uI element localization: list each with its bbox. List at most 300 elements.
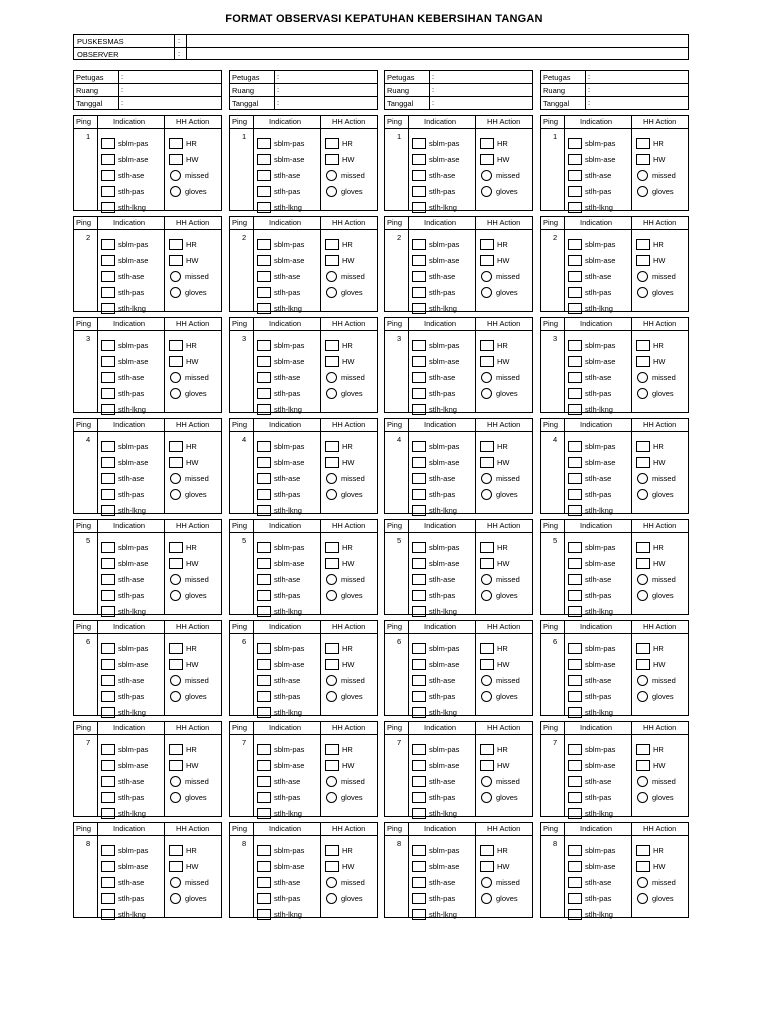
hh-action-radio[interactable] <box>326 675 337 686</box>
hh-action-label: missed <box>185 676 209 685</box>
hh-action-checkbox[interactable] <box>325 643 339 654</box>
hh-action-checkbox[interactable] <box>169 239 183 250</box>
hh-action-checkbox[interactable] <box>325 154 339 165</box>
hh-action-checkbox[interactable] <box>480 542 494 553</box>
indication-checkbox[interactable] <box>257 909 271 920</box>
indication-checkbox[interactable] <box>412 845 426 856</box>
hh-action-radio[interactable] <box>481 271 492 282</box>
hh-action-radio[interactable] <box>637 388 648 399</box>
indication-checkbox[interactable] <box>257 659 271 670</box>
indication-checkbox[interactable] <box>412 388 426 399</box>
hh-action-radio[interactable] <box>170 691 181 702</box>
hh-action-checkbox[interactable] <box>636 744 650 755</box>
indication-checkbox[interactable] <box>257 340 271 351</box>
indication-checkbox[interactable] <box>568 877 582 888</box>
hh-action-radio[interactable] <box>481 691 492 702</box>
hh-action-radio[interactable] <box>326 792 337 803</box>
indication-checkbox[interactable] <box>568 473 582 484</box>
hh-action-radio[interactable] <box>326 877 337 888</box>
indication-checkbox[interactable] <box>101 760 115 771</box>
hh-action-checkbox[interactable] <box>636 457 650 468</box>
hh-action-radio[interactable] <box>637 792 648 803</box>
indication-checkbox[interactable] <box>257 574 271 585</box>
indication-checkbox[interactable] <box>257 372 271 383</box>
indication-checkbox[interactable] <box>568 356 582 367</box>
hh-action-checkbox[interactable] <box>169 441 183 452</box>
indication-checkbox[interactable] <box>257 776 271 787</box>
indication-checkbox[interactable] <box>568 202 582 213</box>
indication-checkbox[interactable] <box>568 760 582 771</box>
hh-action-radio[interactable] <box>481 893 492 904</box>
indication-checkbox[interactable] <box>257 590 271 601</box>
indication-checkbox[interactable] <box>257 744 271 755</box>
indication-checkbox[interactable] <box>101 574 115 585</box>
indication-checkbox[interactable] <box>412 808 426 819</box>
hh-action-checkbox[interactable] <box>169 138 183 149</box>
hh-action-radio[interactable] <box>637 186 648 197</box>
indication-checkbox[interactable] <box>101 845 115 856</box>
indication-checkbox[interactable] <box>568 340 582 351</box>
indication-checkbox[interactable] <box>568 574 582 585</box>
indication-checkbox[interactable] <box>101 861 115 872</box>
indication-checkbox[interactable] <box>101 388 115 399</box>
hh-action-checkbox[interactable] <box>169 542 183 553</box>
indication-checkbox[interactable] <box>257 707 271 718</box>
indication-checkbox[interactable] <box>568 457 582 468</box>
hh-action-radio[interactable] <box>481 287 492 298</box>
hh-action-checkbox[interactable] <box>325 138 339 149</box>
hh-action-checkbox[interactable] <box>325 255 339 266</box>
indication-checkbox[interactable] <box>257 893 271 904</box>
indication-checkbox[interactable] <box>101 808 115 819</box>
hh-action-radio[interactable] <box>170 473 181 484</box>
hh-action-checkbox[interactable] <box>636 861 650 872</box>
hh-action-checkbox[interactable] <box>169 255 183 266</box>
indication-checkbox[interactable] <box>101 239 115 250</box>
hh-action-checkbox[interactable] <box>169 457 183 468</box>
indication-checkbox[interactable] <box>568 691 582 702</box>
indication-checkbox[interactable] <box>257 845 271 856</box>
indication-checkbox[interactable] <box>412 909 426 920</box>
indication-checkbox[interactable] <box>101 542 115 553</box>
hh-action-checkbox[interactable] <box>636 542 650 553</box>
indication-checkbox[interactable] <box>257 558 271 569</box>
hh-action-checkbox[interactable] <box>480 340 494 351</box>
hh-action-checkbox[interactable] <box>480 760 494 771</box>
indication-checkbox[interactable] <box>568 255 582 266</box>
indication-checkbox[interactable] <box>568 776 582 787</box>
hh-action-radio[interactable] <box>637 893 648 904</box>
indication-checkbox[interactable] <box>101 356 115 367</box>
indication-label: stlh-lkng <box>585 506 613 515</box>
indication-checkbox[interactable] <box>412 691 426 702</box>
hh-action-radio[interactable] <box>481 489 492 500</box>
indication-checkbox[interactable] <box>568 287 582 298</box>
hh-action-radio[interactable] <box>170 792 181 803</box>
indication-checkbox[interactable] <box>412 861 426 872</box>
hh-action-radio[interactable] <box>170 489 181 500</box>
hh-action-radio[interactable] <box>170 675 181 686</box>
indication-checkbox[interactable] <box>257 473 271 484</box>
hh-action-checkbox[interactable] <box>636 760 650 771</box>
indication-checkbox[interactable] <box>101 404 115 415</box>
hh-action-radio[interactable] <box>326 287 337 298</box>
indication-checkbox[interactable] <box>412 404 426 415</box>
indication-checkbox[interactable] <box>568 606 582 617</box>
indication-checkbox[interactable] <box>101 303 115 314</box>
hh-action-checkbox[interactable] <box>325 659 339 670</box>
column-field-row[interactable] <box>385 97 532 110</box>
indication-checkbox[interactable] <box>412 473 426 484</box>
indication-checkbox[interactable] <box>412 542 426 553</box>
hh-action-checkbox[interactable] <box>169 760 183 771</box>
indication-checkbox[interactable] <box>257 457 271 468</box>
hh-action-radio[interactable] <box>170 170 181 181</box>
hh-action-radio[interactable] <box>637 776 648 787</box>
indication-checkbox[interactable] <box>257 675 271 686</box>
hh-action-radio[interactable] <box>326 170 337 181</box>
indication-checkbox[interactable] <box>568 675 582 686</box>
hh-action-checkbox[interactable] <box>325 457 339 468</box>
hh-action-checkbox[interactable] <box>636 239 650 250</box>
hh-action-checkbox[interactable] <box>480 356 494 367</box>
indication-checkbox[interactable] <box>412 558 426 569</box>
hh-action-radio[interactable] <box>170 271 181 282</box>
hh-action-radio[interactable] <box>481 574 492 585</box>
hh-action-radio[interactable] <box>637 489 648 500</box>
hh-action-radio[interactable] <box>637 590 648 601</box>
hh-action-checkbox[interactable] <box>325 340 339 351</box>
hh-action-checkbox[interactable] <box>480 457 494 468</box>
hh-action-radio[interactable] <box>481 776 492 787</box>
indication-checkbox[interactable] <box>568 861 582 872</box>
indication-checkbox[interactable] <box>412 356 426 367</box>
indication-checkbox[interactable] <box>412 372 426 383</box>
indication-checkbox[interactable] <box>412 877 426 888</box>
column-field-row[interactable] <box>74 97 221 110</box>
indication-checkbox[interactable] <box>101 154 115 165</box>
indication-checkbox[interactable] <box>568 893 582 904</box>
hh-action-radio[interactable] <box>637 473 648 484</box>
hh-action-checkbox[interactable] <box>636 845 650 856</box>
hh-action-header: HH Action <box>643 420 677 429</box>
column-field-colon: : <box>277 72 280 81</box>
indication-checkbox[interactable] <box>257 388 271 399</box>
indication-checkbox[interactable] <box>412 659 426 670</box>
hh-action-radio[interactable] <box>326 691 337 702</box>
indication-checkbox[interactable] <box>101 893 115 904</box>
indication-checkbox[interactable] <box>412 776 426 787</box>
indication-checkbox[interactable] <box>257 505 271 516</box>
indication-checkbox[interactable] <box>257 691 271 702</box>
indication-checkbox[interactable] <box>101 186 115 197</box>
indication-checkbox[interactable] <box>568 707 582 718</box>
hh-action-radio[interactable] <box>326 574 337 585</box>
hh-action-checkbox[interactable] <box>480 558 494 569</box>
indication-checkbox[interactable] <box>412 255 426 266</box>
indication-checkbox[interactable] <box>568 542 582 553</box>
indication-checkbox[interactable] <box>568 388 582 399</box>
indication-checkbox[interactable] <box>568 659 582 670</box>
column-field-row[interactable] <box>230 97 377 110</box>
hh-action-radio[interactable] <box>637 574 648 585</box>
indication-checkbox[interactable] <box>568 744 582 755</box>
indication-checkbox[interactable] <box>101 792 115 803</box>
hh-action-checkbox[interactable] <box>636 138 650 149</box>
indication-checkbox[interactable] <box>568 845 582 856</box>
hh-action-checkbox[interactable] <box>169 744 183 755</box>
indication-checkbox[interactable] <box>257 404 271 415</box>
indication-header: Indication <box>424 622 457 631</box>
hh-action-checkbox[interactable] <box>169 356 183 367</box>
hh-action-checkbox[interactable] <box>480 845 494 856</box>
hh-action-radio[interactable] <box>637 170 648 181</box>
indication-checkbox[interactable] <box>568 303 582 314</box>
indication-checkbox[interactable] <box>101 606 115 617</box>
hh-action-radio[interactable] <box>481 170 492 181</box>
indication-checkbox[interactable] <box>257 760 271 771</box>
indication-checkbox[interactable] <box>412 340 426 351</box>
indication-checkbox[interactable] <box>101 202 115 213</box>
hh-action-radio[interactable] <box>637 877 648 888</box>
indication-checkbox[interactable] <box>568 271 582 282</box>
indication-checkbox[interactable] <box>568 239 582 250</box>
hh-action-checkbox[interactable] <box>480 861 494 872</box>
hh-action-checkbox[interactable] <box>169 845 183 856</box>
indication-checkbox[interactable] <box>101 505 115 516</box>
indication-checkbox[interactable] <box>257 792 271 803</box>
indication-checkbox[interactable] <box>568 489 582 500</box>
hh-action-checkbox[interactable] <box>480 643 494 654</box>
indication-checkbox[interactable] <box>257 138 271 149</box>
hh-action-radio[interactable] <box>326 590 337 601</box>
indication-checkbox[interactable] <box>568 909 582 920</box>
hh-action-checkbox[interactable] <box>636 558 650 569</box>
indication-checkbox[interactable] <box>257 287 271 298</box>
indication-checkbox[interactable] <box>257 186 271 197</box>
indication-checkbox[interactable] <box>101 457 115 468</box>
indication-checkbox[interactable] <box>568 186 582 197</box>
hh-action-checkbox[interactable] <box>325 861 339 872</box>
hh-action-radio[interactable] <box>637 691 648 702</box>
hh-action-radio[interactable] <box>170 388 181 399</box>
indication-checkbox[interactable] <box>257 202 271 213</box>
hh-action-checkbox[interactable] <box>169 659 183 670</box>
hh-action-radio[interactable] <box>481 372 492 383</box>
indication-checkbox[interactable] <box>412 590 426 601</box>
indication-checkbox[interactable] <box>412 489 426 500</box>
hh-action-checkbox[interactable] <box>480 239 494 250</box>
indication-checkbox[interactable] <box>257 170 271 181</box>
indication-checkbox[interactable] <box>101 590 115 601</box>
hh-action-radio[interactable] <box>481 675 492 686</box>
indication-checkbox[interactable] <box>412 287 426 298</box>
hh-action-radio[interactable] <box>326 893 337 904</box>
indication-checkbox[interactable] <box>257 542 271 553</box>
hh-action-radio[interactable] <box>170 893 181 904</box>
hh-action-checkbox[interactable] <box>325 542 339 553</box>
hh-action-radio[interactable] <box>326 372 337 383</box>
hh-action-radio[interactable] <box>326 776 337 787</box>
indication-checkbox[interactable] <box>101 138 115 149</box>
indication-checkbox[interactable] <box>257 239 271 250</box>
hh-action-checkbox[interactable] <box>169 154 183 165</box>
hh-action-checkbox[interactable] <box>325 239 339 250</box>
hh-action-checkbox[interactable] <box>325 744 339 755</box>
hh-action-checkbox[interactable] <box>636 441 650 452</box>
indication-checkbox[interactable] <box>101 643 115 654</box>
indication-checkbox[interactable] <box>257 255 271 266</box>
indication-checkbox[interactable] <box>568 138 582 149</box>
indication-checkbox[interactable] <box>568 505 582 516</box>
indication-checkbox[interactable] <box>257 606 271 617</box>
hh-action-radio[interactable] <box>326 473 337 484</box>
indication-checkbox[interactable] <box>257 489 271 500</box>
indication-checkbox[interactable] <box>101 744 115 755</box>
indication-checkbox[interactable] <box>412 744 426 755</box>
hh-action-checkbox[interactable] <box>480 138 494 149</box>
indication-checkbox[interactable] <box>412 441 426 452</box>
hh-action-checkbox[interactable] <box>480 659 494 670</box>
indication-checkbox[interactable] <box>257 643 271 654</box>
hh-action-radio[interactable] <box>170 776 181 787</box>
indication-checkbox[interactable] <box>568 154 582 165</box>
indication-checkbox[interactable] <box>412 239 426 250</box>
indication-checkbox[interactable] <box>101 287 115 298</box>
indication-checkbox[interactable] <box>412 707 426 718</box>
hh-action-checkbox[interactable] <box>636 356 650 367</box>
indication-checkbox[interactable] <box>257 861 271 872</box>
indication-checkbox[interactable] <box>412 606 426 617</box>
indication-checkbox[interactable] <box>257 303 271 314</box>
indication-checkbox[interactable] <box>412 675 426 686</box>
indication-checkbox[interactable] <box>101 441 115 452</box>
indication-checkbox[interactable] <box>412 271 426 282</box>
indication-checkbox[interactable] <box>568 643 582 654</box>
hh-action-radio[interactable] <box>637 675 648 686</box>
hh-action-checkbox[interactable] <box>636 255 650 266</box>
hh-action-checkbox[interactable] <box>325 845 339 856</box>
hh-action-radio[interactable] <box>170 590 181 601</box>
hh-action-checkbox[interactable] <box>169 643 183 654</box>
hh-action-radio[interactable] <box>637 372 648 383</box>
indication-checkbox[interactable] <box>101 909 115 920</box>
hh-action-radio[interactable] <box>326 271 337 282</box>
indication-checkbox[interactable] <box>257 877 271 888</box>
hh-action-checkbox[interactable] <box>169 340 183 351</box>
hh-action-radio[interactable] <box>170 877 181 888</box>
indication-checkbox[interactable] <box>101 255 115 266</box>
indication-checkbox[interactable] <box>412 154 426 165</box>
hh-action-checkbox[interactable] <box>325 441 339 452</box>
indication-checkbox[interactable] <box>568 558 582 569</box>
indication-checkbox[interactable] <box>412 893 426 904</box>
hh-action-radio[interactable] <box>481 388 492 399</box>
indication-checkbox[interactable] <box>412 186 426 197</box>
hh-action-checkbox[interactable] <box>480 744 494 755</box>
indication-checkbox[interactable] <box>412 643 426 654</box>
hh-action-checkbox[interactable] <box>325 760 339 771</box>
indication-checkbox[interactable] <box>101 675 115 686</box>
indication-checkbox[interactable] <box>101 473 115 484</box>
indication-checkbox[interactable] <box>412 574 426 585</box>
hh-action-checkbox[interactable] <box>636 659 650 670</box>
hh-action-checkbox[interactable] <box>169 558 183 569</box>
indication-checkbox[interactable] <box>412 138 426 149</box>
hh-action-checkbox[interactable] <box>480 154 494 165</box>
indication-checkbox[interactable] <box>412 303 426 314</box>
hh-action-checkbox[interactable] <box>480 255 494 266</box>
hh-action-checkbox[interactable] <box>636 643 650 654</box>
observer-column-header <box>540 70 689 110</box>
indication-checkbox[interactable] <box>412 792 426 803</box>
hh-action-radio[interactable] <box>326 489 337 500</box>
indication-checkbox[interactable] <box>257 154 271 165</box>
hh-action-radio[interactable] <box>481 186 492 197</box>
hh-action-checkbox[interactable] <box>169 861 183 872</box>
indication-checkbox[interactable] <box>412 202 426 213</box>
hh-action-radio[interactable] <box>326 388 337 399</box>
indication-checkbox[interactable] <box>568 590 582 601</box>
indication-checkbox[interactable] <box>568 170 582 181</box>
hh-action-checkbox[interactable] <box>325 558 339 569</box>
hh-action-radio[interactable] <box>170 372 181 383</box>
hh-action-radio[interactable] <box>481 473 492 484</box>
indication-checkbox[interactable] <box>568 808 582 819</box>
indication-checkbox[interactable] <box>568 792 582 803</box>
hh-action-radio[interactable] <box>637 271 648 282</box>
hh-action-radio[interactable] <box>170 574 181 585</box>
column-field-row[interactable] <box>541 97 688 110</box>
indication-checkbox[interactable] <box>101 659 115 670</box>
indication-checkbox[interactable] <box>101 776 115 787</box>
indication-checkbox[interactable] <box>568 404 582 415</box>
indication-checkbox[interactable] <box>257 808 271 819</box>
hh-action-radio[interactable] <box>170 287 181 298</box>
indication-checkbox[interactable] <box>101 340 115 351</box>
hh-action-radio[interactable] <box>637 287 648 298</box>
hh-action-radio[interactable] <box>326 186 337 197</box>
indication-checkbox[interactable] <box>101 877 115 888</box>
indication-checkbox[interactable] <box>101 558 115 569</box>
indication-checkbox[interactable] <box>412 505 426 516</box>
observer-row[interactable] <box>74 48 688 61</box>
indication-checkbox[interactable] <box>101 691 115 702</box>
indication-checkbox[interactable] <box>412 457 426 468</box>
indication-checkbox[interactable] <box>257 441 271 452</box>
hh-action-checkbox[interactable] <box>636 154 650 165</box>
indication-checkbox[interactable] <box>568 372 582 383</box>
hh-action-radio[interactable] <box>481 877 492 888</box>
indication-checkbox[interactable] <box>101 271 115 282</box>
hh-action-checkbox[interactable] <box>325 356 339 367</box>
hh-action-checkbox[interactable] <box>480 441 494 452</box>
hh-action-radio[interactable] <box>170 186 181 197</box>
indication-checkbox[interactable] <box>568 441 582 452</box>
indication-checkbox[interactable] <box>257 356 271 367</box>
indication-checkbox[interactable] <box>101 170 115 181</box>
indication-checkbox[interactable] <box>412 760 426 771</box>
indication-checkbox[interactable] <box>257 271 271 282</box>
hh-action-checkbox[interactable] <box>636 340 650 351</box>
indication-checkbox[interactable] <box>412 170 426 181</box>
indication-checkbox[interactable] <box>101 489 115 500</box>
hh-action-radio[interactable] <box>481 792 492 803</box>
indication-checkbox[interactable] <box>101 372 115 383</box>
indication-checkbox[interactable] <box>101 707 115 718</box>
hh-action-label: HW <box>342 559 355 568</box>
hh-action-radio[interactable] <box>481 590 492 601</box>
